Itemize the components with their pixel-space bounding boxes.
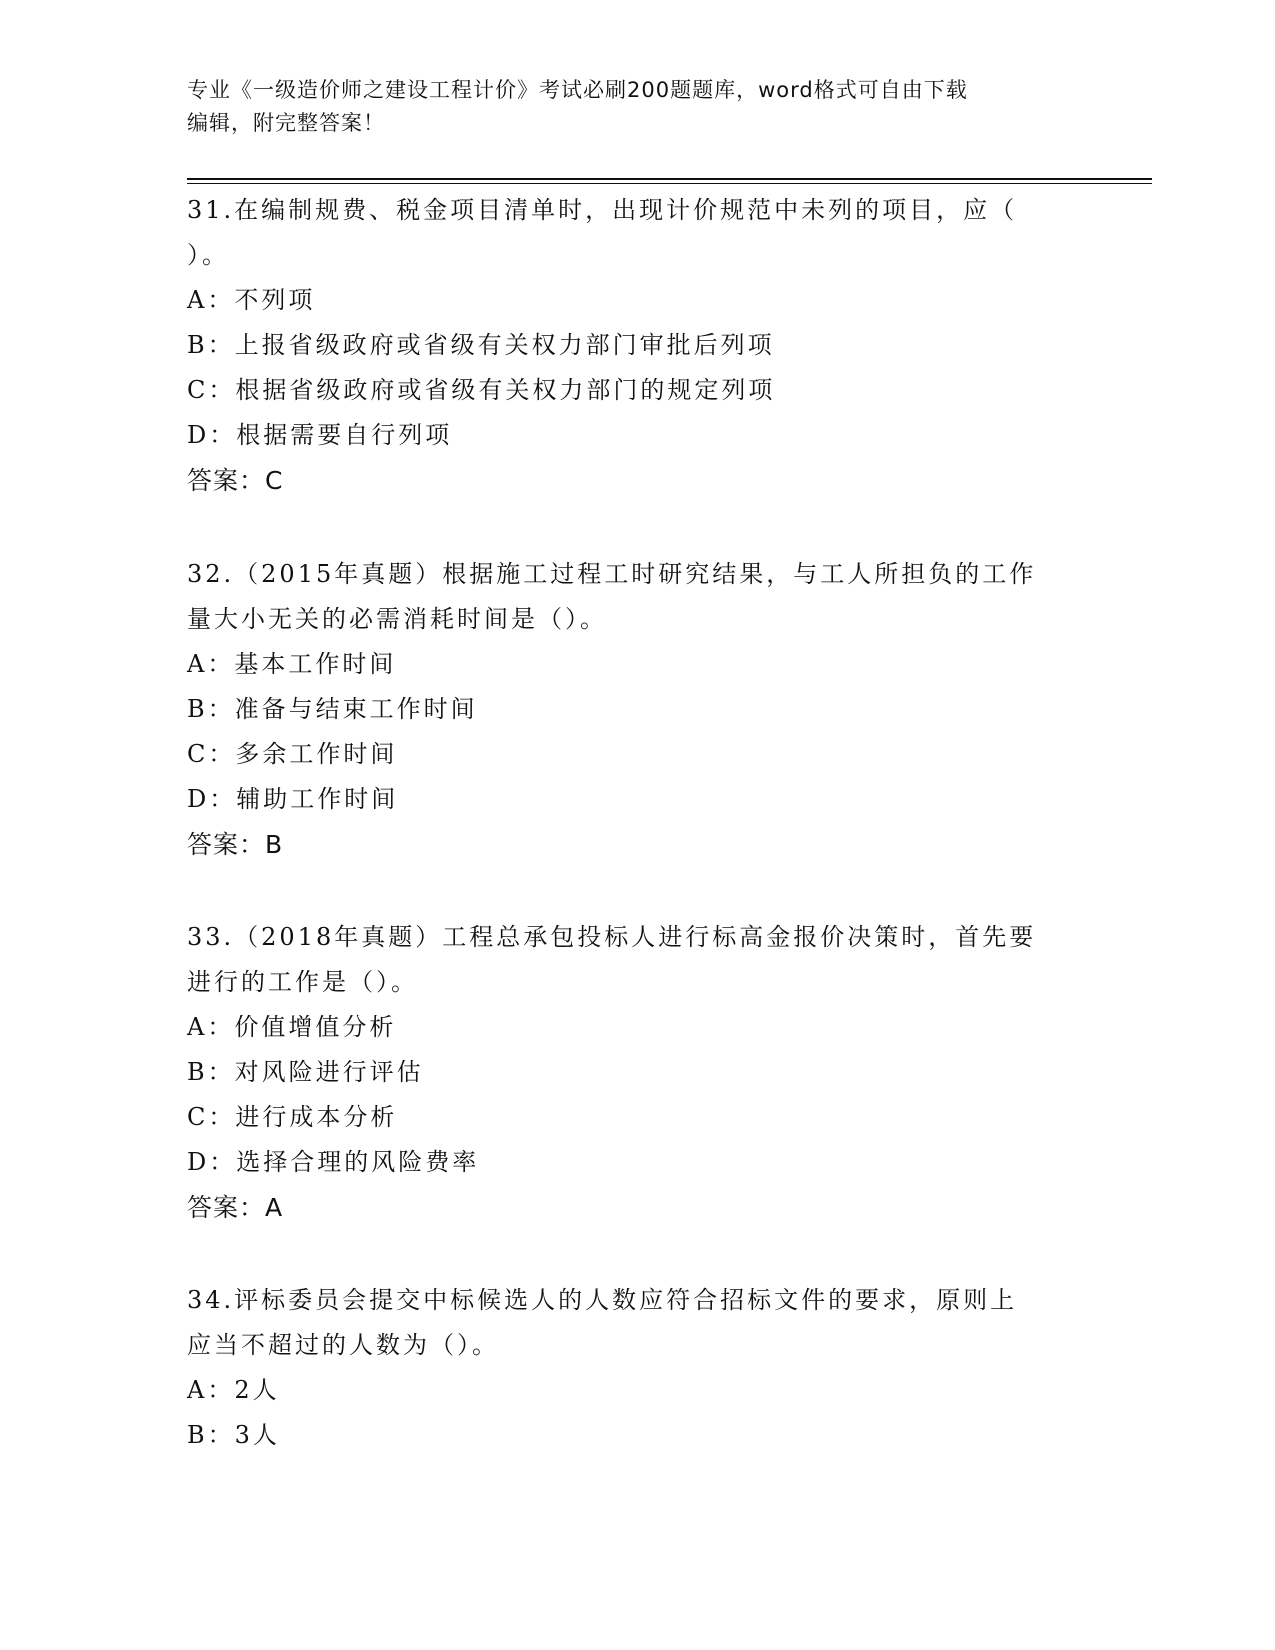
document-header [187, 74, 1067, 140]
question-34 [187, 1278, 1087, 1458]
option-a: A：基本工作时间 [187, 650, 397, 678]
option-b: B：准备与结束工作时间 [187, 695, 478, 723]
question-stem-line-2: 进行的工作是（）。 [187, 968, 418, 996]
header-line-2: 编辑，附完整答案！ [187, 111, 385, 135]
option-d: D：根据需要自行列项 [187, 421, 453, 449]
question-31 [187, 188, 1087, 503]
option-b: B：对风险进行评估 [187, 1058, 424, 1086]
option-b: B：3人 [187, 1421, 280, 1449]
question-stem-line-1: 31.在编制规费、税金项目清单时，出现计价规范中未列的项目，应（ [187, 196, 1018, 224]
question-stem-line-1: 34.评标委员会提交中标候选人的人数应符合招标文件的要求，原则上 [187, 1286, 1018, 1314]
header-divider-thick [187, 178, 1152, 180]
question-32 [187, 552, 1087, 867]
question-stem-line-1: 33.（2018年真题）工程总承包投标人进行标高金报价决策时，首先要 [187, 923, 1037, 951]
answer: 答案：B [187, 830, 284, 859]
option-a: A：不列项 [187, 286, 316, 314]
option-d: D：选择合理的风险费率 [187, 1148, 480, 1176]
answer: 答案：A [187, 1193, 284, 1222]
question-stem-line-1: 32.（2015年真题）根据施工过程工时研究结果，与工人所担负的工作 [187, 560, 1037, 588]
option-c: C：进行成本分析 [187, 1103, 398, 1131]
header-divider-thin [187, 183, 1152, 184]
question-stem-line-2: 应当不超过的人数为（）。 [187, 1331, 499, 1359]
header-line-1: 专业《一级造价师之建设工程计价》考试必刷200题题库，word格式可自由下载 [187, 78, 968, 102]
question-stem-line-2: ）。 [187, 241, 229, 269]
question-stem-line-2: 量大小无关的必需消耗时间是（）。 [187, 605, 607, 633]
answer: 答案：C [187, 466, 284, 495]
option-c: C：多余工作时间 [187, 740, 398, 768]
option-d: D：辅助工作时间 [187, 785, 399, 813]
option-c: C：根据省级政府或省级有关权力部门的规定列项 [187, 376, 776, 404]
option-a: A：2人 [187, 1376, 280, 1404]
question-33 [187, 915, 1087, 1230]
option-a: A：价值增值分析 [187, 1013, 397, 1041]
option-b: B：上报省级政府或省级有关权力部门审批后列项 [187, 331, 775, 359]
